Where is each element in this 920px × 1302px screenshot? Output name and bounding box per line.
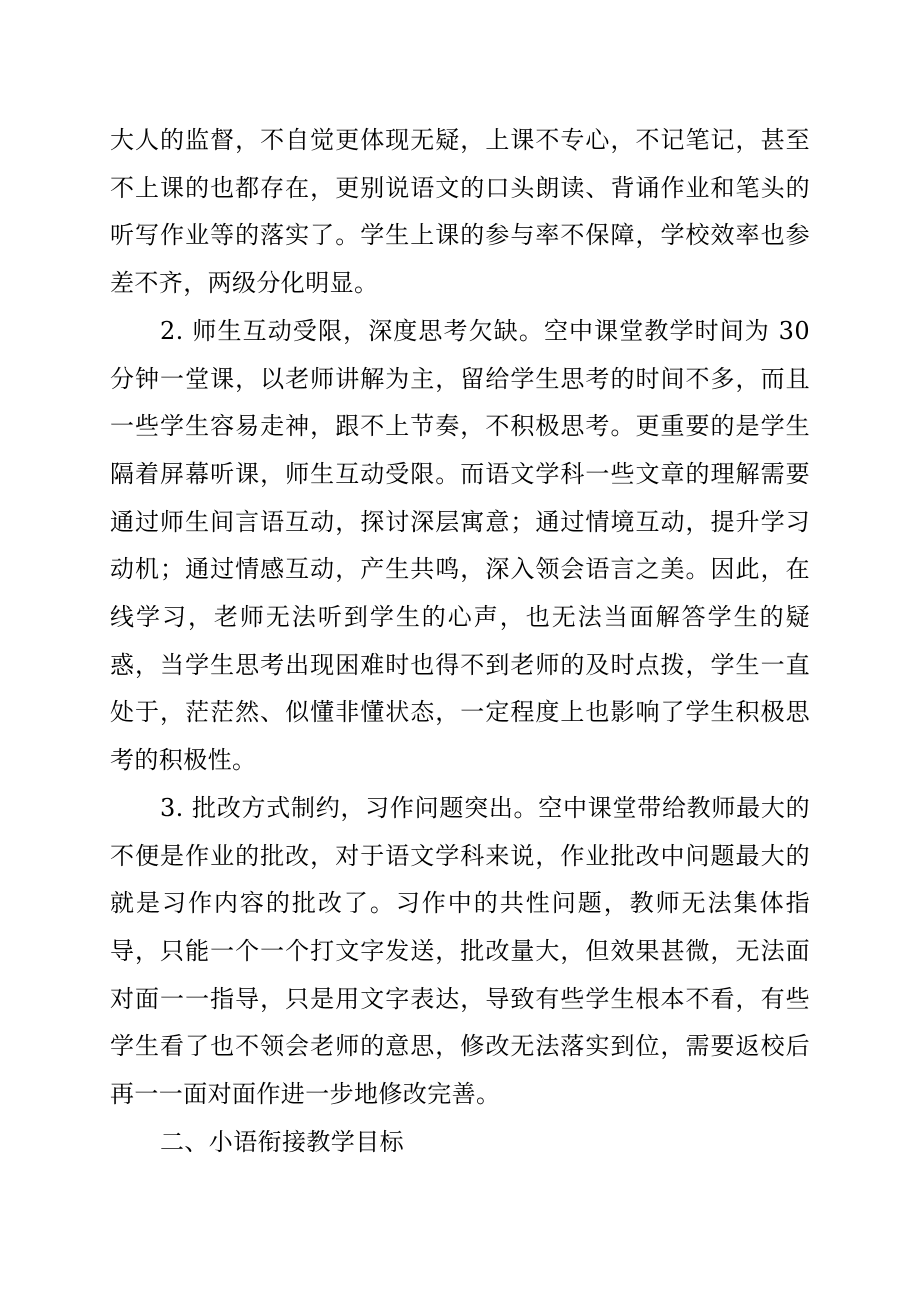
paragraph-point-2: 2. 师生互动受限，深度思考欠缺。空中课堂教学时间为 30 分钟一堂课，以老师讲解为主，留给学生思考的时间不多，而且一些学生容易走神，跟不上节奏，不积极思考。更重要的是学生隔着屏幕听课，师生互动受限。而语文学科一些文章的理解需要通过师生间言语互动，探讨深层寓意；通过情境互动，提升学习动机；通过情感互动，产生共鸣，深入领会语言之美。因此，在线学习，老师无法听到学生的心声，也无法当面解答学生的疑惑，当学生思考出现困难时也得不到老师的及时点拨，学生一直处于，茫茫然、似懂非懂状态，一定程度上也影响了学生积极思考的积极性。 xyxy=(110,316,810,775)
document-page xyxy=(110,117,810,1166)
paragraph-point-3: 3. 批改方式制约，习作问题突出。空中课堂带给教师最大的不便是作业的批改，对于语文学科来说，作业批改中问题最大的就是习作内容的批改了。习作中的共性问题，教师无法集体指导，只能一个一个打文字发送，批改量大，但效果甚微，无法面对面一一指导，只是用文字表达，导致有些学生根本不看，有些学生看了也不领会老师的意思，修改无法落实到位，需要返校后再一一面对面作进一步地修改完善。 xyxy=(110,793,810,1109)
section-heading: 二、小语衔接教学目标 xyxy=(160,1127,404,1156)
paragraph-continuation: 大人的监督，不自觉更体现无疑，上课不专心，不记笔记，甚至不上课的也都存在，更别说语文的口头朗读、背诵作业和笔头的听写作业等的落实了。学生上课的参与率不保障，学校效率也参差不齐，两级分化明显。 xyxy=(110,126,810,298)
